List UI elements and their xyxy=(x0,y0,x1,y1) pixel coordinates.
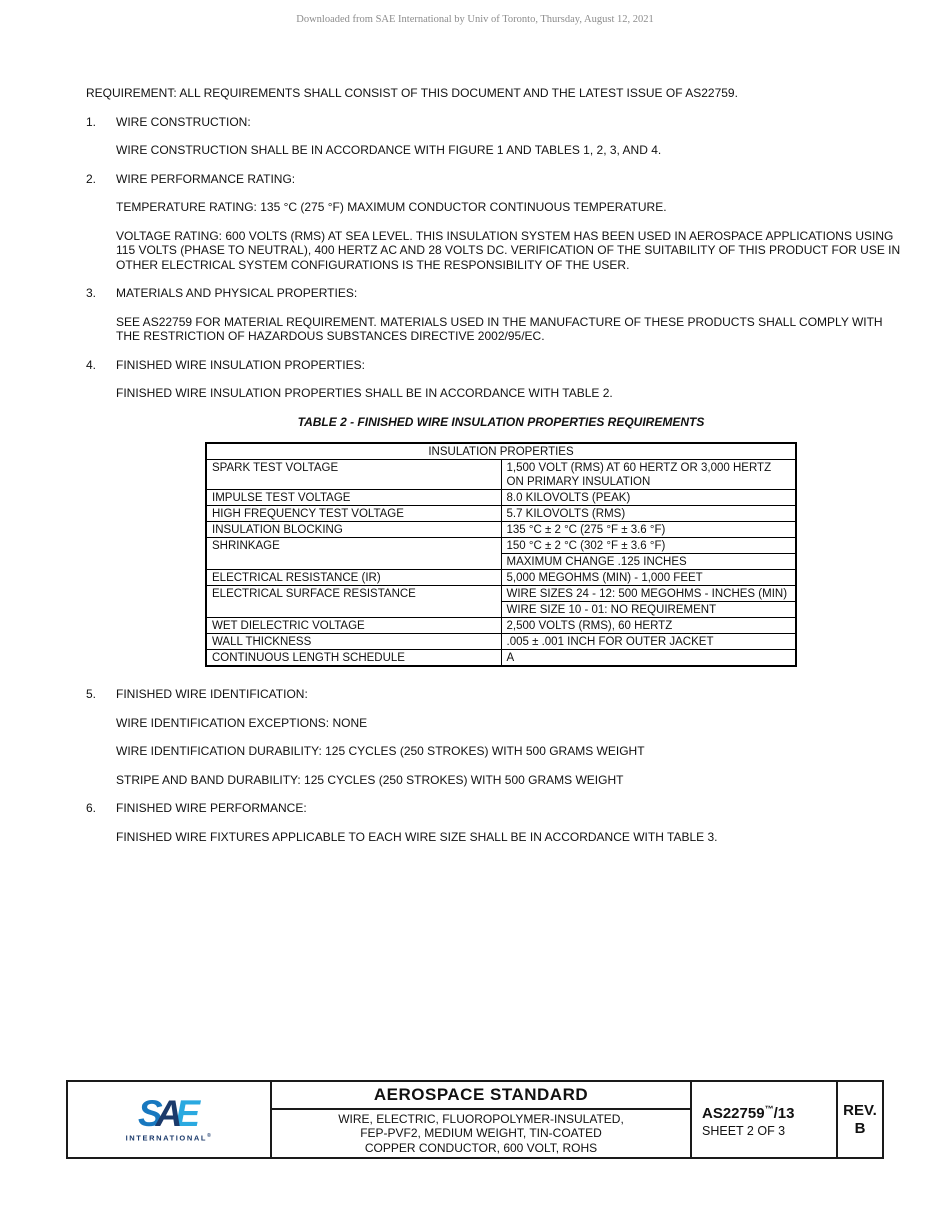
document-number-suffix: /13 xyxy=(773,1105,795,1122)
row-value: A xyxy=(501,650,796,667)
section-3-body xyxy=(116,315,902,344)
table2-caption: TABLE 2 - FINISHED WIRE INSULATION PROPERTIES REQUIREMENTS xyxy=(297,414,705,429)
footer-center-cell xyxy=(270,1082,692,1157)
row-value: WIRE SIZES 24 - 12: 500 MEGOHMS - INCHES (MIN) xyxy=(501,586,796,602)
footer-subtitle-line-2: FEP-PVF2, MEDIUM WEIGHT, TIN-COATED xyxy=(360,1126,602,1141)
registered-mark: ® xyxy=(207,1132,213,1139)
section-1-heading xyxy=(86,115,902,130)
section-3-number: 3. xyxy=(86,286,97,300)
section-3-heading xyxy=(86,286,902,301)
footer-title: AEROSPACE STANDARD xyxy=(272,1082,690,1110)
section-5-paragraph-1: WIRE IDENTIFICATION EXCEPTIONS: NONE xyxy=(116,715,368,730)
document-body xyxy=(86,86,902,858)
section-2-body xyxy=(116,200,902,272)
row-label: ELECTRICAL RESISTANCE (IR) xyxy=(206,570,501,586)
table-row xyxy=(206,538,796,554)
table-row xyxy=(206,650,796,667)
table-row xyxy=(206,634,796,650)
sae-logo-letter-a: A xyxy=(155,1092,176,1134)
row-value: 5,000 MEGOHMS (MIN) - 1,000 FEET xyxy=(501,570,796,586)
row-value: 150 °C ± 2 °C (302 °F ± 3.6 °F) xyxy=(501,538,796,554)
section-5-body xyxy=(116,716,902,788)
table-row xyxy=(206,460,796,490)
row-value: MAXIMUM CHANGE .125 INCHES xyxy=(501,554,796,570)
table-row xyxy=(206,522,796,538)
sae-logo-letter-s: S xyxy=(137,1092,156,1134)
title-block xyxy=(66,1080,884,1159)
sae-logo xyxy=(125,1092,213,1143)
row-label: SPARK TEST VOLTAGE xyxy=(206,460,501,490)
row-value: 5.7 KILOVOLTS (RMS) xyxy=(501,506,796,522)
section-2-paragraph-2: VOLTAGE RATING: 600 VOLTS (RMS) AT SEA LEVEL. THIS INSULATION SYSTEM HAS BEEN USED IN AEROSPACE APPLICATIONS USING 115 VOLTS (PHASE TO NEUTRAL), 400 HERTZ AC AND 28 VOLTS DC. VERIFICATION OF THE SUITABILITY OF THIS PRODUCT FOR USE IN OTHER ELECTRICAL SYSTEM CONFIGURATIONS IS THE RESPONSIBILITY OF THE USER. xyxy=(116,228,901,272)
document-number xyxy=(702,1100,836,1123)
section-4-paragraph: FINISHED WIRE INSULATION PROPERTIES SHALL BE IN ACCORDANCE WITH TABLE 2. xyxy=(116,386,613,400)
row-label: IMPULSE TEST VOLTAGE xyxy=(206,490,501,506)
section-2-number: 2. xyxy=(86,171,97,186)
section-5-paragraph-2: WIRE IDENTIFICATION DURABILITY: 125 CYCLES (250 STROKES) WITH 500 GRAMS WEIGHT xyxy=(116,744,645,758)
sae-international-text: INTERNATIONAL xyxy=(125,1133,208,1143)
section-5-number: 5. xyxy=(86,687,97,701)
sae-logo-subtext xyxy=(126,1133,213,1143)
row-value: 8.0 KILOVOLTS (PEAK) xyxy=(501,490,796,506)
row-label: ELECTRICAL SURFACE RESISTANCE xyxy=(206,586,501,618)
table-header-cell: INSULATION PROPERTIES xyxy=(206,443,796,460)
row-value: 2,500 VOLTS (RMS), 60 HERTZ xyxy=(501,618,796,634)
table-row xyxy=(206,490,796,506)
section-4-heading xyxy=(86,358,902,373)
sae-logo-letter-e: E xyxy=(175,1092,194,1134)
section-6-body xyxy=(116,830,902,845)
requirement-statement: REQUIREMENT: ALL REQUIREMENTS SHALL CONSIST OF THIS DOCUMENT AND THE LATEST ISSUE OF AS22759. xyxy=(86,86,738,100)
table-row xyxy=(206,506,796,522)
section-6-title: FINISHED WIRE PERFORMANCE: xyxy=(116,801,307,815)
section-4-number: 4. xyxy=(86,357,97,372)
section-1-paragraph: WIRE CONSTRUCTION SHALL BE IN ACCORDANCE WITH FIGURE 1 AND TABLES 1, 2, 3, AND 4. xyxy=(116,143,662,157)
section-1-body xyxy=(116,143,902,158)
row-value: .005 ± .001 INCH FOR OUTER JACKET xyxy=(501,634,796,650)
row-value: 1,500 VOLT (RMS) AT 60 HERTZ OR 3,000 HERTZ ON PRIMARY INSULATION xyxy=(501,460,796,490)
section-2-title: WIRE PERFORMANCE RATING: xyxy=(116,171,296,186)
row-label: WET DIELECTRIC VOLTAGE xyxy=(206,618,501,634)
document-number-base: AS22759 xyxy=(702,1105,765,1122)
row-label: SHRINKAGE xyxy=(206,538,501,570)
section-6-heading xyxy=(86,801,902,816)
section-6-number: 6. xyxy=(86,801,97,815)
sae-logo-letters xyxy=(126,1092,213,1134)
section-1-title: WIRE CONSTRUCTION: xyxy=(116,114,251,129)
footer-subtitle-line-3: COPPER CONDUCTOR, 600 VOLT, ROHS xyxy=(364,1140,598,1155)
section-5-title: FINISHED WIRE IDENTIFICATION: xyxy=(116,687,308,701)
row-label: WALL THICKNESS xyxy=(206,634,501,650)
footer-doc-cell xyxy=(692,1082,836,1157)
footer-rev-cell xyxy=(836,1082,882,1157)
row-value: WIRE SIZE 10 - 01: NO REQUIREMENT xyxy=(501,602,796,618)
footer-subtitle-line-1: WIRE, ELECTRIC, FLUOROPOLYMER-INSULATED, xyxy=(338,1111,624,1126)
download-watermark: Downloaded from SAE International by Univ of Toronto, Thursday, August 12, 2021 xyxy=(296,14,654,25)
row-label: INSULATION BLOCKING xyxy=(206,522,501,538)
footer-subtitle xyxy=(272,1110,690,1157)
row-label: HIGH FREQUENCY TEST VOLTAGE xyxy=(206,506,501,522)
row-label: CONTINUOUS LENGTH SCHEDULE xyxy=(206,650,501,667)
section-5-heading xyxy=(86,687,902,702)
rev-value: B xyxy=(854,1119,866,1137)
table-row xyxy=(206,586,796,602)
rev-label: REV. xyxy=(843,1101,877,1119)
trademark-symbol: ™ xyxy=(764,1104,774,1114)
section-2-paragraph-1: TEMPERATURE RATING: 135 °C (275 °F) MAXIMUM CONDUCTOR CONTINUOUS TEMPERATURE. xyxy=(116,200,667,214)
table2 xyxy=(205,442,797,667)
section-1-number: 1. xyxy=(86,114,97,129)
table-row xyxy=(206,570,796,586)
section-2-heading xyxy=(86,172,902,187)
table-row xyxy=(206,618,796,634)
logo-cell xyxy=(68,1082,270,1157)
section-3-title: MATERIALS AND PHYSICAL PROPERTIES: xyxy=(116,286,358,300)
table-header-row xyxy=(206,443,796,460)
section-5-paragraph-3: STRIPE AND BAND DURABILITY: 125 CYCLES (250 STROKES) WITH 500 GRAMS WEIGHT xyxy=(116,772,624,787)
sheet-number: SHEET 2 OF 3 xyxy=(702,1124,786,1138)
section-6-paragraph: FINISHED WIRE FIXTURES APPLICABLE TO EACH WIRE SIZE SHALL BE IN ACCORDANCE WITH TABLE 3. xyxy=(116,829,718,844)
row-value: 135 °C ± 2 °C (275 °F ± 3.6 °F) xyxy=(501,522,796,538)
section-4-title: FINISHED WIRE INSULATION PROPERTIES: xyxy=(116,357,365,372)
section-4-body xyxy=(116,386,902,401)
section-3-paragraph: SEE AS22759 FOR MATERIAL REQUIREMENT. MATERIALS USED IN THE MANUFACTURE OF THESE PRODUCTS SHALL COMPLY WITH THE RESTRICTION OF HAZARDOUS SUBSTANCES DIRECTIVE 2002/95/EC. xyxy=(116,314,883,343)
